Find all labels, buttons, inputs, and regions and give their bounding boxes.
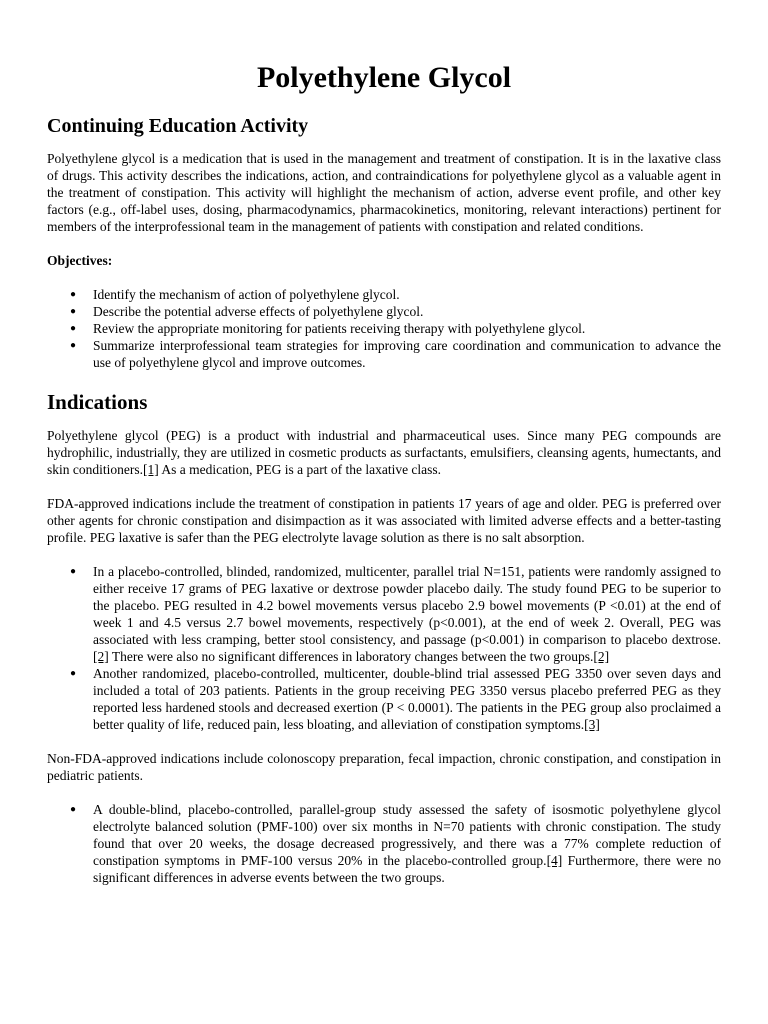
bullet-icon: ●	[70, 668, 77, 679]
bullet-icon: ●	[70, 340, 77, 351]
page-title: Polyethylene Glycol	[256, 61, 512, 94]
list-item	[70, 320, 721, 337]
indications-heading: Indications	[47, 390, 148, 414]
trial-text: Furthermore, there were no significant differences in adverse events between the two groups.	[93, 853, 721, 885]
citation-link[interactable]: [3]	[584, 717, 600, 732]
trial-text: There were also no significant differences in laboratory changes between the two groups.	[108, 649, 594, 664]
citation-link[interactable]: [2]	[593, 649, 610, 664]
bullet-icon: ●	[70, 566, 77, 577]
bullet-icon: ●	[70, 804, 77, 815]
list-item	[70, 286, 721, 303]
indications-paragraph-1	[47, 427, 721, 478]
objective-text: Describe the potential adverse effects of polyethylene glycol.	[93, 304, 424, 319]
list-item	[70, 303, 721, 320]
objectives-label: Objectives:	[47, 253, 113, 268]
cea-paragraph: Polyethylene glycol is a medication that is used in the management and treatment of constipation. It is in the laxative class of drugs. This activity describes the indications, action, and contraindications for polyethylene glycol as a valuable agent in the treatment of constipation. This activity will highlight the mechanism of action, adverse event profile, and other key factors (e.g., off-label uses, dosing, pharmacodynamics, pharmacokinetics, monitoring, relevant interactions) pertinent for members of the interprofessional team in the management of patients with constipation and related conditions.	[47, 151, 721, 234]
trial-text: In a placebo-controlled, blinded, randomized, multicenter, parallel trial N=151, patients were randomly assigned to either receive 17 grams of PEG laxative or dextrose powder placebo daily. The study found PEG to be superior to the placebo. PEG resulted in 4.2 bowel movements versus placebo 2.9 bowel movements (P <0.01) at the end of week 1 and 4.5 versus 2.7 bowel movements, respectively (p<0.001), at the end of week 2. Overall, PEG was associated with less cramping, better stool consistency, and passage (p<0.001) in comparison to placebo dextrose.	[93, 564, 721, 647]
objective-text: Review the appropriate monitoring for patients receiving therapy with polyethylene glycol.	[93, 321, 586, 336]
indications-paragraph-3: Non-FDA-approved indications include colonoscopy preparation, fecal impaction, chronic constipation, and constipation in pediatric patients.	[47, 751, 721, 783]
objective-text: Identify the mechanism of action of polyethylene glycol.	[93, 287, 400, 302]
cea-heading: Continuing Education Activity	[47, 115, 309, 137]
objectives-list	[47, 286, 721, 371]
paragraph-text: Polyethylene glycol (PEG) is a product with industrial and pharmaceutical uses. Since many PEG compounds are hydrophilic, industrially, they are utilized in cosmetic products as surfactants, emulsifiers, cleansing agents, humectants, and skin conditioners.	[47, 428, 721, 477]
bullet-icon: ●	[70, 306, 77, 317]
bullet-icon: ●	[70, 289, 77, 300]
list-item	[70, 563, 721, 665]
list-item	[70, 665, 721, 733]
list-item	[70, 337, 721, 371]
fda-trials-list	[47, 563, 721, 733]
paragraph-text: As a medication, PEG is a part of the laxative class.	[158, 462, 442, 477]
trial-text: A double-blind, placebo-controlled, parallel-group study assessed the safety of isosmotic polyethylene glycol electrolyte balanced solution (PMF-100) over six months in N=70 patients with chronic constipation. The study found that over 20 weeks, the dosage decreased progressively, and there was a 77% complete reduction of constipation symptoms in PMF-100 versus 20% in the placebo-controlled group.	[93, 802, 721, 868]
trial-text: Another randomized, placebo-controlled, multicenter, double-blind trial assessed PEG 3350 over seven days and included a total of 203 patients. Patients in the group receiving PEG 3350 versus placebo preferred PEG as they reported less hardened stools and decreased exertion (P < 0.0001). The patients in the PEG group also proclaimed a better quality of life, reduced pain, less bloating, and alleviation of constipation symptoms.	[93, 666, 721, 732]
list-item	[70, 801, 721, 886]
citation-link[interactable]: [4]	[546, 853, 563, 868]
non-fda-trials-list	[47, 801, 721, 886]
bullet-icon: ●	[70, 323, 77, 334]
objective-text: Summarize interprofessional team strategies for improving care coordination and communication to advance the use of polyethylene glycol and improve outcomes.	[93, 338, 721, 370]
citation-link[interactable]: [1]	[143, 462, 159, 477]
indications-paragraph-2: FDA-approved indications include the treatment of constipation in patients 17 years of age and older. PEG is preferred over other agents for chronic constipation and disimpaction as it was associated with limited adverse effects and a better-tasting profile. PEG laxative is safer than the PEG electrolyte lavage solution as there is no salt absorption.	[47, 496, 721, 545]
citation-link[interactable]: [2]	[93, 649, 109, 664]
